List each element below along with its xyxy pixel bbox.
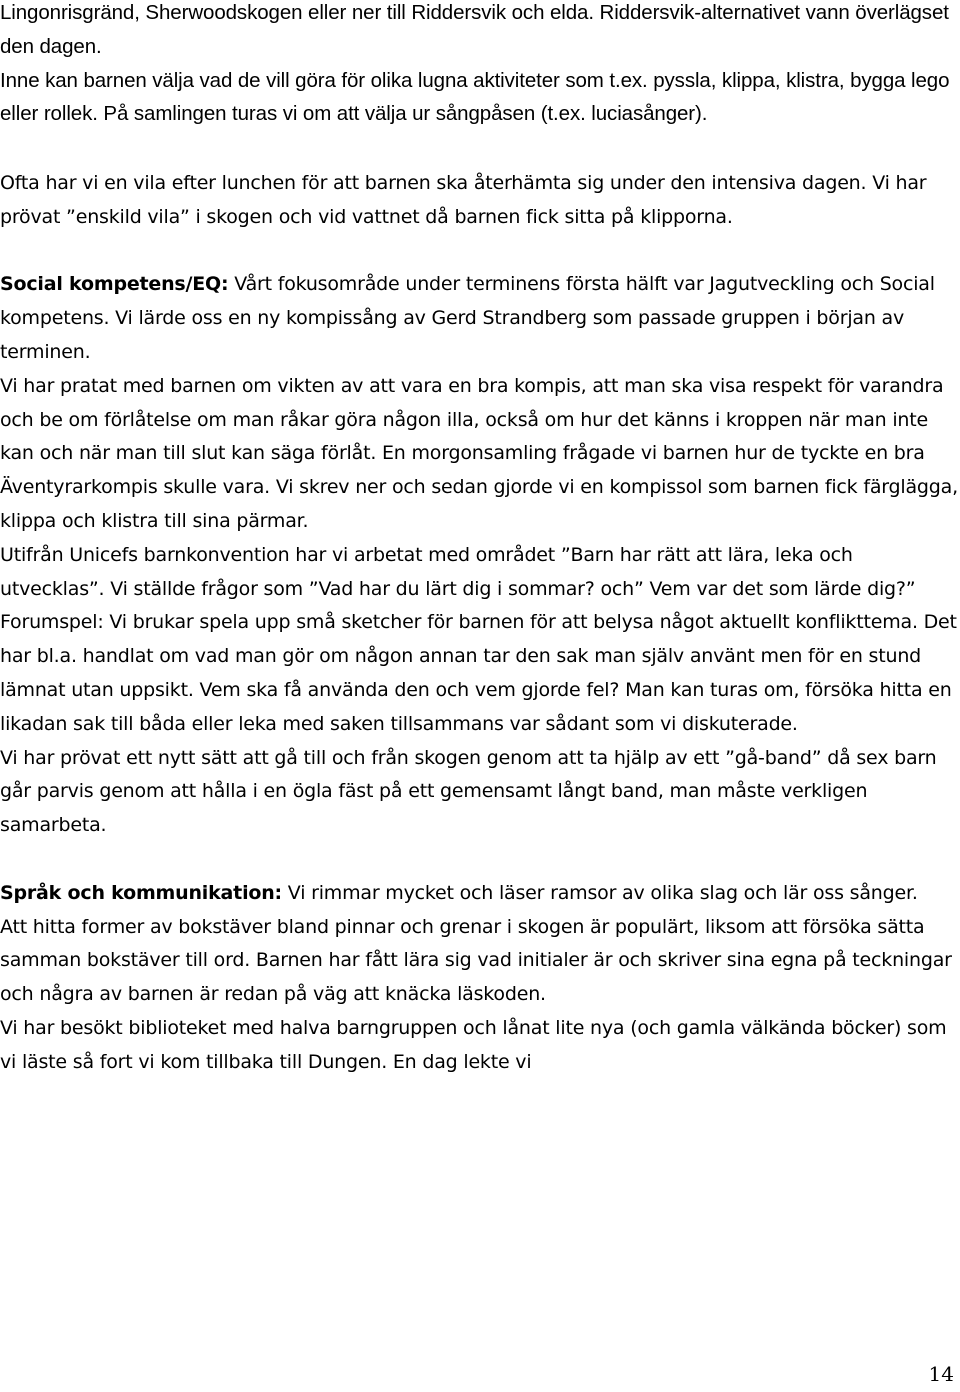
paragraph-spacer xyxy=(0,235,958,269)
page-number: 14 xyxy=(928,1362,954,1386)
language-heading: Språk och kommunikation: xyxy=(0,881,282,904)
paragraph-rest: Ofta har vi en vila efter lunchen för att barnen ska återhämta sig under den intensiva dagen. Vi har prövat ”enskild vila” i skogen och vid vattnet då barnen fick sitta på klipporna. xyxy=(0,172,927,228)
paragraph-language xyxy=(0,877,958,911)
social-competence-heading: Social kompetens/EQ: xyxy=(0,273,229,296)
body-section xyxy=(0,167,958,1080)
paragraph-letters: Att hitta former av bokstäver bland pinnar och grenar i skogen är populärt, liksom att försöka sätta samman bokstäver till ord. Barnen har fått lära sig vad initialer är och skriver sina egna på teckningar och några av barnen är redan på väg att knäcka läskoden. xyxy=(0,915,952,1006)
paragraph-unicef: Utifrån Unicefs barnkonvention har vi arbetat med området ”Barn har rätt att lära, leka och utvecklas”. Vi ställde frågor som ”Vad har du lärt dig i sommar? och” Vem var det som lärde dig?” xyxy=(0,543,916,600)
paragraph-walking-band: Vi har prövat ett nytt sätt att gå till och från skogen genom att ta hjälp av ett ”gå-band” då sex barn går parvis genom att hålla i en ögla fäst på ett gemensamt långt band, man måste verkligen samarbeta. xyxy=(0,746,937,837)
social-competence-text: Vårt fokusområde under terminens första hälft var Jagutveckling och Social kompetens. Vi lärde oss en ny kompissång av Gerd Strandberg som passade gruppen i början av terminen. xyxy=(0,273,935,363)
paragraph-forum-play: Forumspel: Vi brukar spela upp små sketcher för barnen för att belysa något aktuellt konflikttema. Det har bl.a. handlat om vad man gör om någon annan tar den sak man själv använt men för en stund lämnat utan uppsikt. Vem ska få använda den och vem gjorde fel? Man kan turas om, försöka hitta en likadan sak till båda eller leka med saken tillsammans var sådant som vi diskuterade. xyxy=(0,611,957,735)
paragraph-social-competence xyxy=(0,268,958,369)
language-text: Vi rimmar mycket och läser ramsor av olika slag och lär oss sånger. xyxy=(281,881,918,904)
paragraph-outing: Lingonrisgränd, Sherwoodskogen eller ner till Riddersvik och elda. Riddersvik-alternativet vann överlägset den dagen. xyxy=(0,1,949,58)
paragraph-friendship: Vi har pratat med barnen om vikten av att vara en bra kompis, att man ska visa respekt för varandra och be om förlåtelse om man råkar göra någon illa, också om hur det känns i kroppen när man inte kan och när man till slut kan säga förlåt. En morgonsamling frågade vi barnen hur de tyckte en bra Äventyrarkompis skulle vara. Vi skrev ner och sedan gjorde vi en kompissol som barnen fick färglägga, klippa och klistra till sina pärmar. xyxy=(0,374,958,532)
intro-section xyxy=(0,0,958,131)
paragraph-spacer xyxy=(0,843,958,877)
paragraph-library: Vi har besökt biblioteket med halva barngruppen och lånat lite nya (och gamla välkända böcker) som vi läste så fort vi kom tillbaka till Dungen. En dag lekte vi xyxy=(0,1016,947,1073)
paragraph-indoor-activities: Inne kan barnen välja vad de vill göra för olika lugna aktiviteter som t.ex. pyssla, klippa, klistra, bygga lego eller rollek. På samlingen turas vi om att välja ur sångpåsen (t.ex. luciasånger). xyxy=(0,68,950,126)
